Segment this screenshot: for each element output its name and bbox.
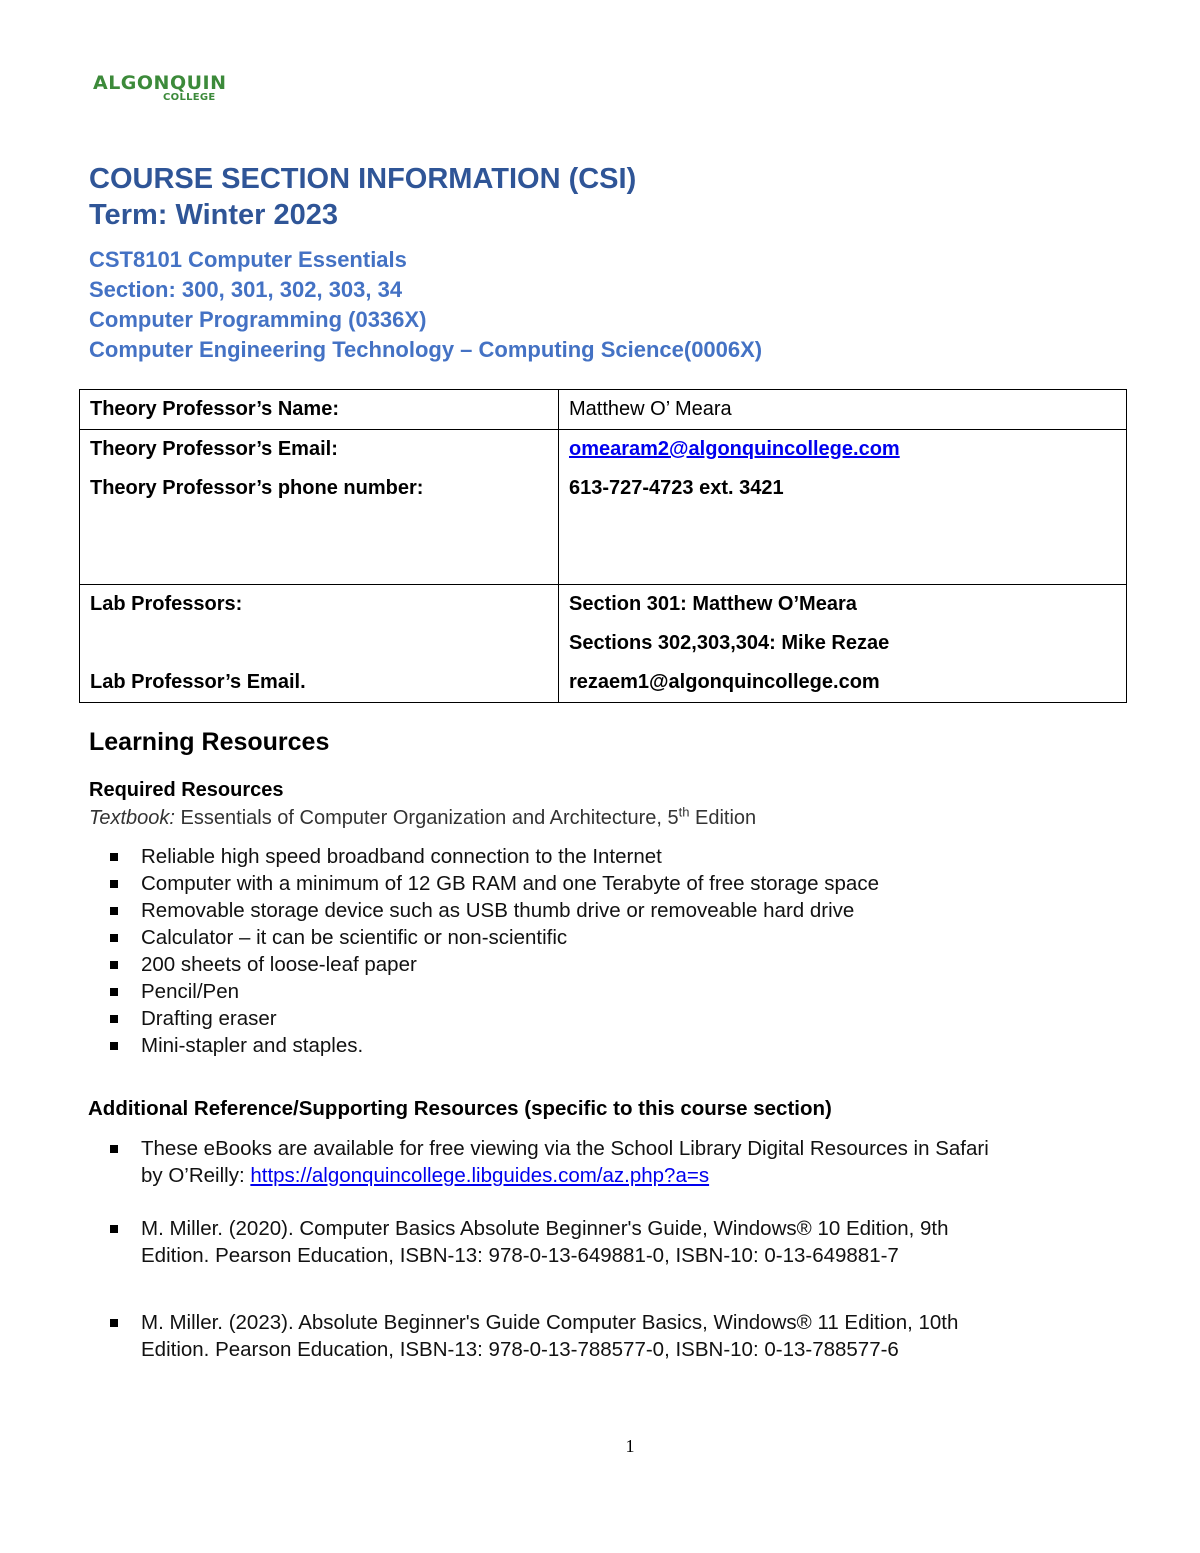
reference-item (107, 1309, 1127, 1363)
logo-wordmark: ALGONQUIN (93, 72, 227, 94)
theory-name-label: Theory Professor’s Name: (90, 398, 339, 420)
list-item: 200 sheets of loose-leaf paper (107, 951, 879, 978)
list-item: Removable storage device such as USB thumb drive or removeable hard drive (107, 897, 879, 924)
reference-item (107, 1215, 1127, 1269)
logo-subtext: COLLEGE (163, 92, 216, 103)
bullet-square-icon (110, 934, 118, 942)
section-list: Section: 300, 301, 302, 303, 34 (89, 277, 403, 302)
lab-label-cell (80, 585, 559, 703)
reference-1-prefix: by O’Reilly: (141, 1164, 251, 1187)
textbook-label: Textbook: (89, 807, 175, 829)
textbook-tail: Edition (689, 807, 757, 829)
bullet-square-icon (110, 1225, 118, 1233)
theory-name-value: Matthew O’ Meara (569, 398, 732, 420)
document-title: COURSE SECTION INFORMATION (CSI) (89, 163, 637, 195)
bullet-square-icon (110, 907, 118, 915)
library-link[interactable]: https://algonquincollege.libguides.com/az.php?a=s (250, 1164, 710, 1187)
term-heading: Term: Winter 2023 (89, 199, 339, 231)
bullet-square-icon (110, 1145, 118, 1153)
list-item: Reliable high speed broadband connection to the Internet (107, 843, 879, 870)
reference-item (107, 1135, 1127, 1189)
learning-resources-heading: Learning Resources (89, 728, 330, 756)
algonquin-college-logo (93, 72, 233, 112)
bullet-square-icon (110, 988, 118, 996)
required-resources-heading: Required Resources (89, 779, 284, 801)
professor-info-table (79, 389, 1127, 703)
reference-3-line-1: M. Miller. (2023). Absolute Beginner's Guide Computer Basics, Windows® 11 Edition, 10th (141, 1311, 959, 1334)
list-item: Mini-stapler and staples. (107, 1032, 879, 1059)
program-name-1: Computer Programming (0336X) (89, 307, 427, 332)
bullet-square-icon (110, 853, 118, 861)
lab-professor-2: Sections 302,303,304: Mike Rezae (569, 632, 890, 654)
theory-email-label: Theory Professor’s Email: (90, 438, 338, 460)
lab-professor-1: Section 301: Matthew O’Meara (569, 593, 857, 615)
list-item: Drafting eraser (107, 1005, 879, 1032)
theory-phone-label: Theory Professor’s phone number: (90, 477, 424, 499)
textbook-line (89, 804, 756, 832)
lab-professors-label: Lab Professors: (90, 593, 243, 615)
table-row (80, 585, 1127, 703)
program-name-2: Computer Engineering Technology – Computing Science(0006X) (89, 337, 763, 362)
additional-resources-heading: Additional Reference/Supporting Resources (specific to this course section) (88, 1097, 832, 1120)
lab-value-cell (559, 585, 1127, 703)
lab-email-label: Lab Professor’s Email. (90, 671, 306, 693)
bullet-square-icon (110, 961, 118, 969)
reference-1-line-1: These eBooks are available for free viewing via the School Library Digital Resources in Safari (141, 1137, 989, 1160)
bullet-square-icon (110, 880, 118, 888)
course-title: CST8101 Computer Essentials (89, 247, 407, 272)
bullet-square-icon (110, 1042, 118, 1050)
bullet-square-icon (110, 1015, 118, 1023)
theory-name-label-cell (80, 390, 559, 430)
reference-2-line-1: M. Miller. (2020). Computer Basics Absolute Beginner's Guide, Windows® 10 Edition, 9th (141, 1217, 949, 1240)
table-row (80, 430, 1127, 585)
lab-email-value: rezaem1@algonquincollege.com (569, 671, 880, 693)
list-item: Pencil/Pen (107, 978, 879, 1005)
list-item: Calculator – it can be scientific or non-scientific (107, 924, 879, 951)
required-resources-list (107, 843, 879, 1059)
theory-phone-value: 613-727-4723 ext. 3421 (569, 477, 784, 499)
theory-contact-label-cell (80, 430, 559, 585)
list-item: Computer with a minimum of 12 GB RAM and one Terabyte of free storage space (107, 870, 879, 897)
reference-2-line-2: Edition. Pearson Education, ISBN-13: 978-0-13-649881-0, ISBN-10: 0-13-649881-7 (141, 1244, 899, 1267)
textbook-edition-suffix: th (678, 804, 690, 820)
textbook-title: Essentials of Computer Organization and Architecture, 5 (175, 807, 679, 829)
theory-name-value-cell (559, 390, 1127, 430)
table-row (80, 390, 1127, 430)
theory-contact-value-cell (559, 430, 1127, 585)
page-number: 1 (625, 1436, 635, 1456)
theory-email-link[interactable]: omearam2@algonquincollege.com (569, 438, 900, 460)
bullet-square-icon (110, 1319, 118, 1327)
reference-3-line-2: Edition. Pearson Education, ISBN-13: 978-0-13-788577-0, ISBN-10: 0-13-788577-6 (141, 1338, 899, 1361)
